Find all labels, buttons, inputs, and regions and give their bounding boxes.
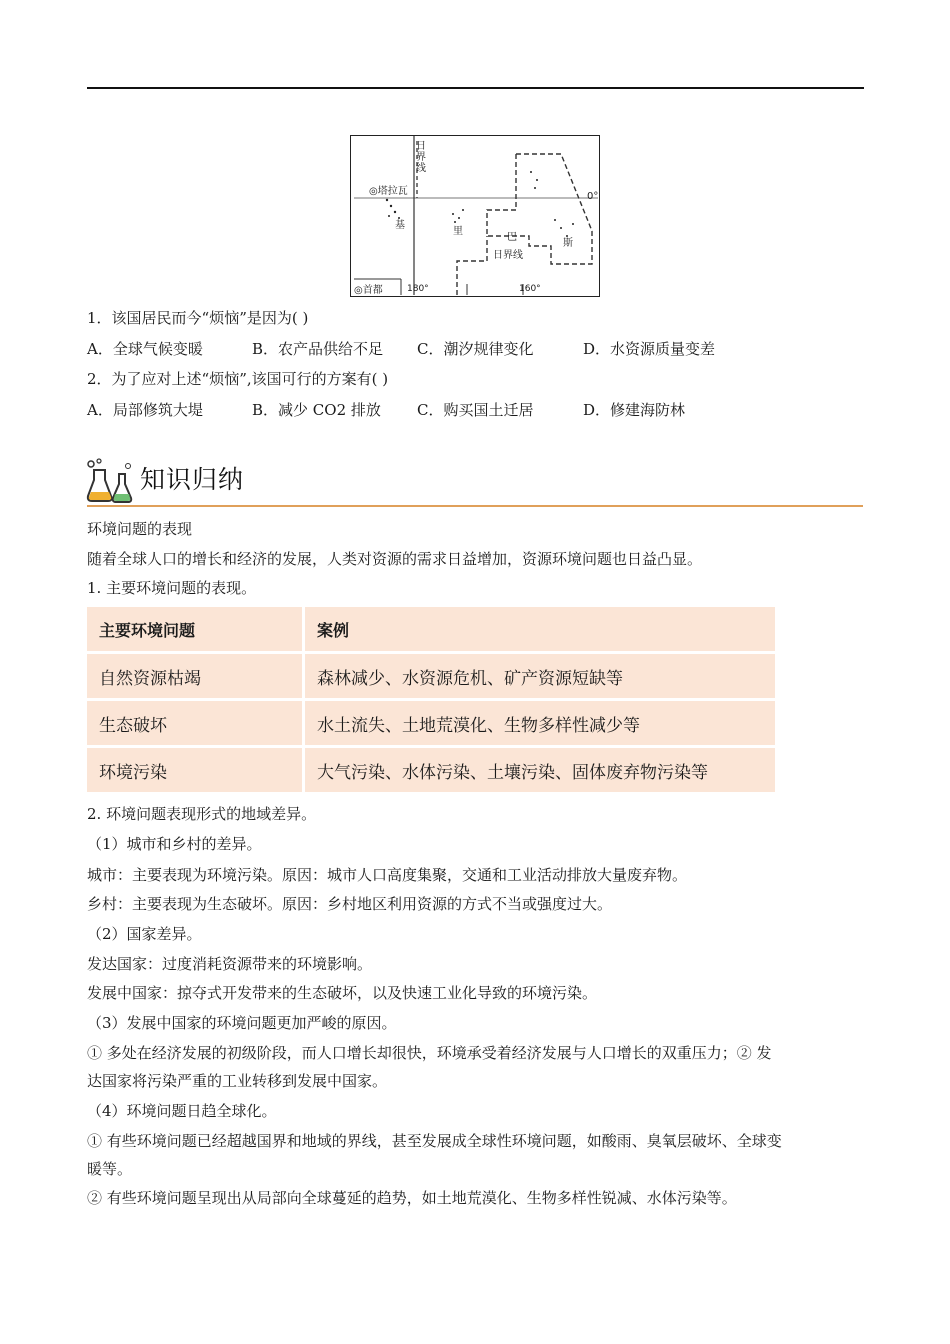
section-rule [87,505,863,507]
table-header-problem: 主要环境问题 [87,607,305,651]
country-char-1: 基 [395,220,405,231]
lon-180-label: 180° [407,284,429,294]
q2-option-b: B．减少 CO2 排放 [252,401,381,419]
table-header-case: 案例 [305,607,775,651]
question-1-stem: 1．该国居民而今“烦恼”是因为( ) [87,309,309,327]
body-line: （2）国家差异。 [87,925,202,943]
table-cell: 环境污染 [87,748,305,792]
body-line: 2. 环境问题表现形式的地域差异。 [87,805,317,823]
q1-option-c: C．潮汐规律变化 [417,340,534,358]
body-line: 暖等。 [87,1160,133,1178]
body-line: 城市：主要表现为环境污染。原因：城市人口高度集聚，交通和工业活动排放大量废弃物。 [87,866,688,884]
table-cell: 水土流失、土地荒漠化、生物多样性减少等 [305,701,775,745]
question-2-stem: 2．为了应对上述“烦恼”,该国可行的方案有( ) [87,370,389,388]
q2-option-a: A．局部修筑大堤 [87,401,203,419]
intro-point-1: 1. 主要环境问题的表现。 [87,579,257,597]
lon-160-label: 160° [519,284,541,294]
table-cell: 生态破坏 [87,701,305,745]
environment-problems-table [87,604,775,795]
header-rule [87,87,864,89]
body-line: ① 有些环境问题已经超越国界和地域的界线，甚至发展成全球性环境问题，如酸雨、臭氧层破坏、全球变 [87,1132,782,1150]
q1-option-d: D．水资源质量变差 [583,340,716,358]
kiribati-map [350,135,600,297]
q2-option-d: D．修建海防林 [583,401,686,419]
body-line: （3）发展中国家的环境问题更加严峻的原因。 [87,1014,397,1032]
country-char-4: 斯 [563,238,573,249]
date-line-label-top: 日界线 [416,141,426,174]
body-line: 发展中国家：掠夺式开发带来的生态破坏，以及快速工业化导致的环境污染。 [87,984,598,1002]
table-cell: 自然资源枯竭 [87,654,305,698]
capital-label: ◎塔拉瓦 [369,186,408,197]
table-header-row [87,607,775,651]
body-line: 达国家将污染严重的工业转移到发展中国家。 [87,1072,388,1090]
date-line-label-bottom: 日界线 [493,250,523,261]
table-row [87,654,775,698]
country-char-3: 巴 [507,232,517,243]
body-line: （4）环境问题日趋全球化。 [87,1102,277,1120]
country-char-2: 里 [453,226,463,237]
table-cell: 森林减少、水资源危机、矿产资源短缺等 [305,654,775,698]
map-legend: ◎首都 [354,285,383,296]
lat-label: 0° [587,191,599,202]
table-row [87,748,775,792]
intro-paragraph: 随着全球人口的增长和经济的发展，人类对资源的需求日益增加，资源环境问题也日益凸显。 [87,550,703,568]
section-title: 知识归纳 [140,465,245,494]
date-line-bottom [457,236,487,295]
body-line: ① 多处在经济发展的初级阶段，而人口增长却很快，环境承受着经济发展与人口增长的双重压力；② 发 [87,1044,772,1062]
body-line: （1）城市和乡村的差异。 [87,835,262,853]
q1-option-b: B．农产品供给不足 [252,340,384,358]
q2-option-c: C．购买国土迁居 [417,401,534,419]
body-line: 乡村：主要表现为生态破坏。原因：乡村地区利用资源的方式不当或强度过大。 [87,895,613,913]
table-cell: 大气污染、水体污染、土壤污染、固体废弃物污染等 [305,748,775,792]
flask-icon [86,458,136,504]
body-line: ② 有些环境问题呈现出从局部向全球蔓延的趋势，如土地荒漠化、生物多样性锐减、水体污染等。 [87,1189,737,1207]
intro-heading: 环境问题的表现 [87,520,193,538]
q1-option-a: A．全球气候变暖 [87,340,203,358]
body-line: 发达国家：过度消耗资源带来的环境影响。 [87,955,373,973]
table-row [87,701,775,745]
